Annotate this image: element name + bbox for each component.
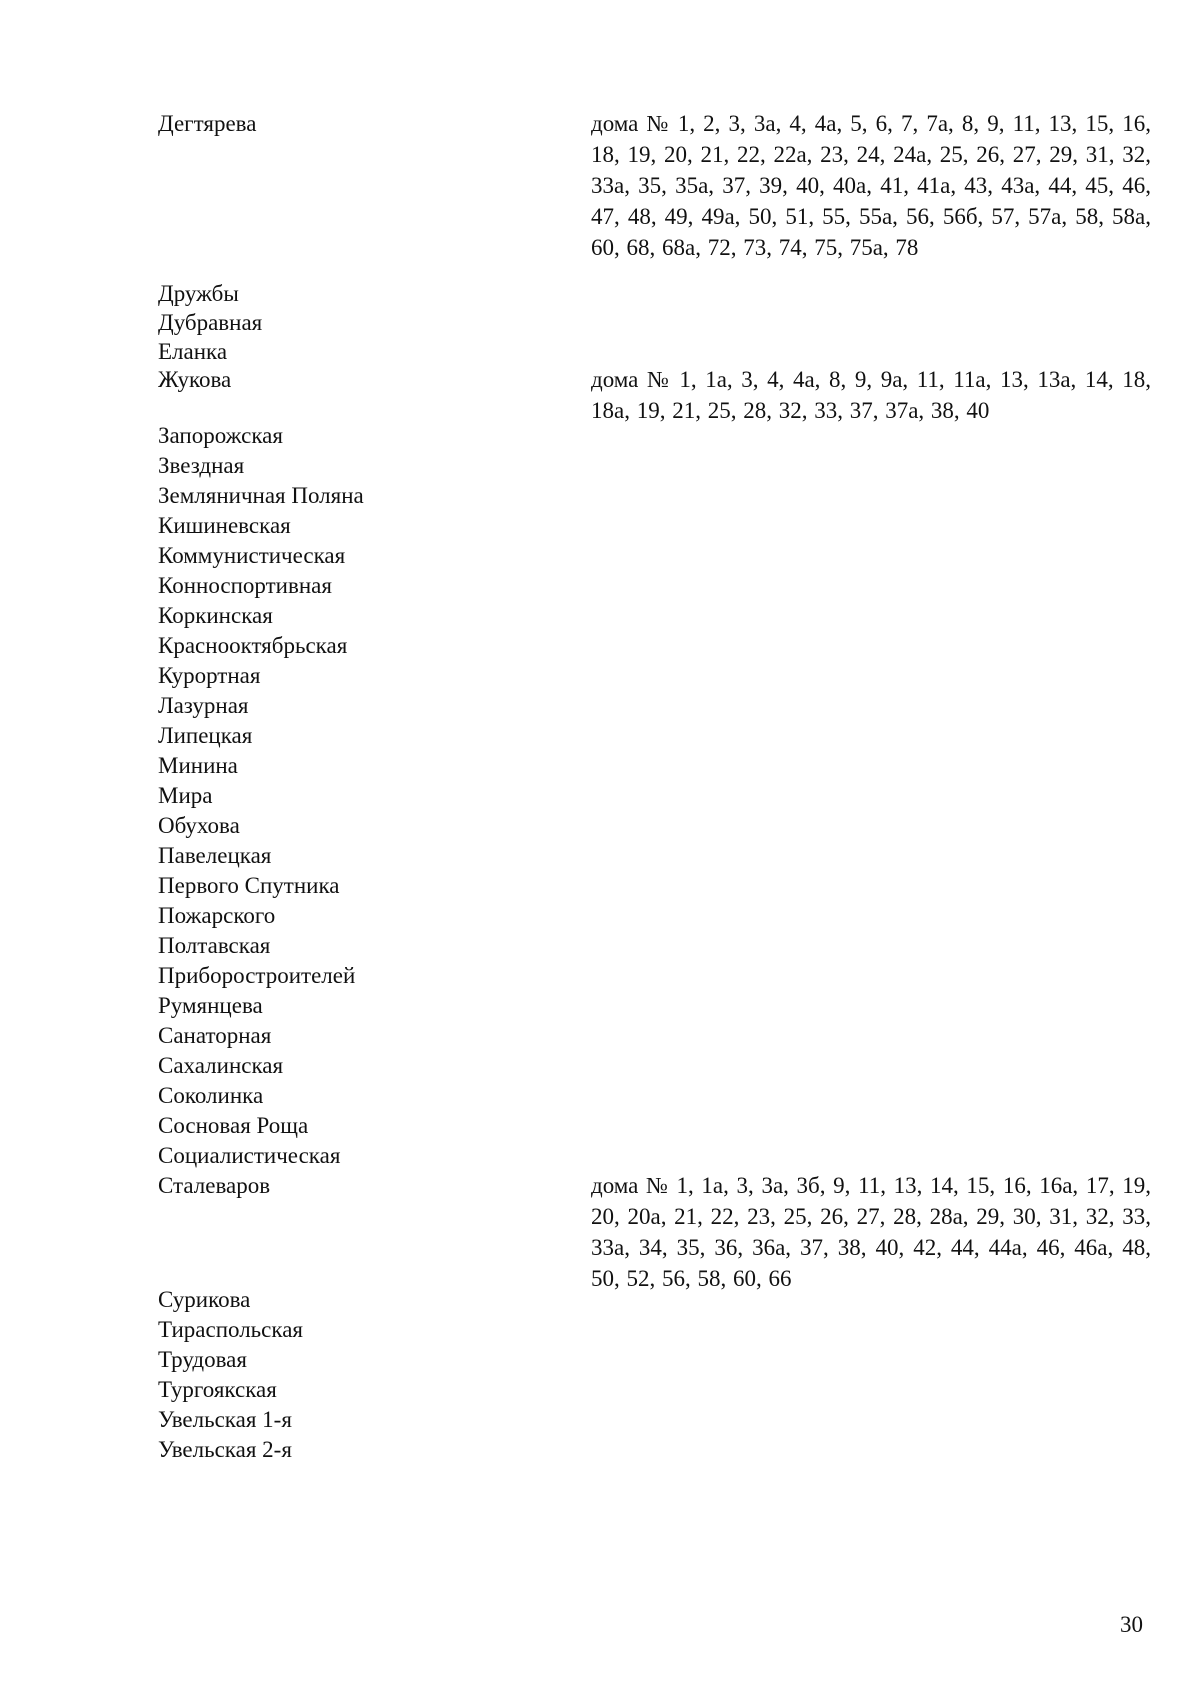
houses-degtyareva: дома № 1, 2, 3, 3а, 4, 4а, 5, 6, 7, 7а, 8, 9, 11, 13, 15, 16, 18, 19, 20, 21, 22, 22а, 23, 24, 24а, 25, 26, 27, 29, 31, 32, 33а, 35, 35а, 37, 39, 40, 40а, 41, 41а, 43, 43а, 44, 45, 46, 47, 48, 49, 49а, 50, 51, 55, 55а, 56, 56б, 57, 57а, 58, 58а, 60, 68, 68а, 72, 73, 74, 75, 75а, 78: [591, 111, 1151, 260]
street-korkinskaya: Коркинская: [158, 603, 273, 628]
street-lipetskaya: Липецкая: [158, 723, 253, 748]
street-poltavskaya: Полтавская: [158, 933, 271, 958]
street-tiraspolskaya: Тираспольская: [158, 1317, 303, 1342]
street-degtyareva: Дегтярева: [158, 111, 257, 136]
street-sotsialisticheskaya: Социалистическая: [158, 1143, 341, 1168]
street-zvezdnaya: Звездная: [158, 453, 245, 478]
street-minina: Минина: [158, 753, 238, 778]
street-stalevarov: Сталеваров: [158, 1173, 271, 1198]
houses-zhukova: дома № 1, 1а, 3, 4, 4а, 8, 9, 9а, 11, 11а, 13, 13а, 14, 18, 18а, 19, 21, 25, 28, 32, 33, 37, 37а, 38, 40: [591, 367, 1151, 423]
street-rumyantseva: Румянцева: [158, 993, 263, 1018]
street-pozharskogo: Пожарского: [158, 903, 276, 928]
street-elanka: Еланка: [158, 339, 228, 364]
street-priborostroiteley: Приборостроителей: [158, 963, 356, 988]
street-konnosportivnaya: Конноспортивная: [158, 573, 332, 598]
street-zhukova: Жукова: [158, 367, 232, 392]
street-kurortnaya: Курортная: [158, 663, 261, 688]
street-dubravnaya: Дубравная: [158, 310, 263, 335]
street-sokolinka: Соколинка: [158, 1083, 264, 1108]
street-lazurnaya: Лазурная: [158, 693, 249, 718]
street-zaporozhskaya: Запорожская: [158, 423, 283, 448]
street-druzhby: Дружбы: [158, 281, 239, 306]
street-krasnooktyabrskaya: Краснооктябрьская: [158, 633, 348, 658]
street-paveletskaya: Павелецкая: [158, 843, 272, 868]
street-sosnovaya-roshcha: Сосновая Роща: [158, 1113, 309, 1138]
street-turgoyakskaya: Тургоякская: [158, 1377, 277, 1402]
street-uvelskaya-2: Увельская 2-я: [158, 1437, 292, 1462]
houses-stalevarov: дома № 1, 1а, 3, 3а, 3б, 9, 11, 13, 14, 15, 16, 16а, 17, 19, 20, 20а, 21, 22, 23, 25, 26, 27, 28, 28а, 29, 30, 31, 32, 33, 33а, 34, 35, 36, 36а, 37, 38, 40, 42, 44, 44а, 46, 46а, 48, 50, 52, 56, 58, 60, 66: [591, 1173, 1151, 1291]
street-kommunisticheskaya: Коммунистическая: [158, 543, 346, 568]
street-uvelskaya-1: Увельская 1-я: [158, 1407, 292, 1432]
street-pervogo-sputnika: Первого Спутника: [158, 873, 340, 898]
street-mira: Мира: [158, 783, 213, 808]
page-number: 30: [1120, 1612, 1143, 1637]
street-surikova: Сурикова: [158, 1287, 251, 1312]
street-trudovaya: Трудовая: [158, 1347, 247, 1372]
street-obukhova: Обухова: [158, 813, 240, 838]
street-sanatornaya: Санаторная: [158, 1023, 272, 1048]
street-kishinevskaya: Кишиневская: [158, 513, 291, 538]
street-zemlyanichnaya-polyana: Земляничная Поляна: [158, 483, 364, 508]
street-sakhalinskaya: Сахалинская: [158, 1053, 284, 1078]
